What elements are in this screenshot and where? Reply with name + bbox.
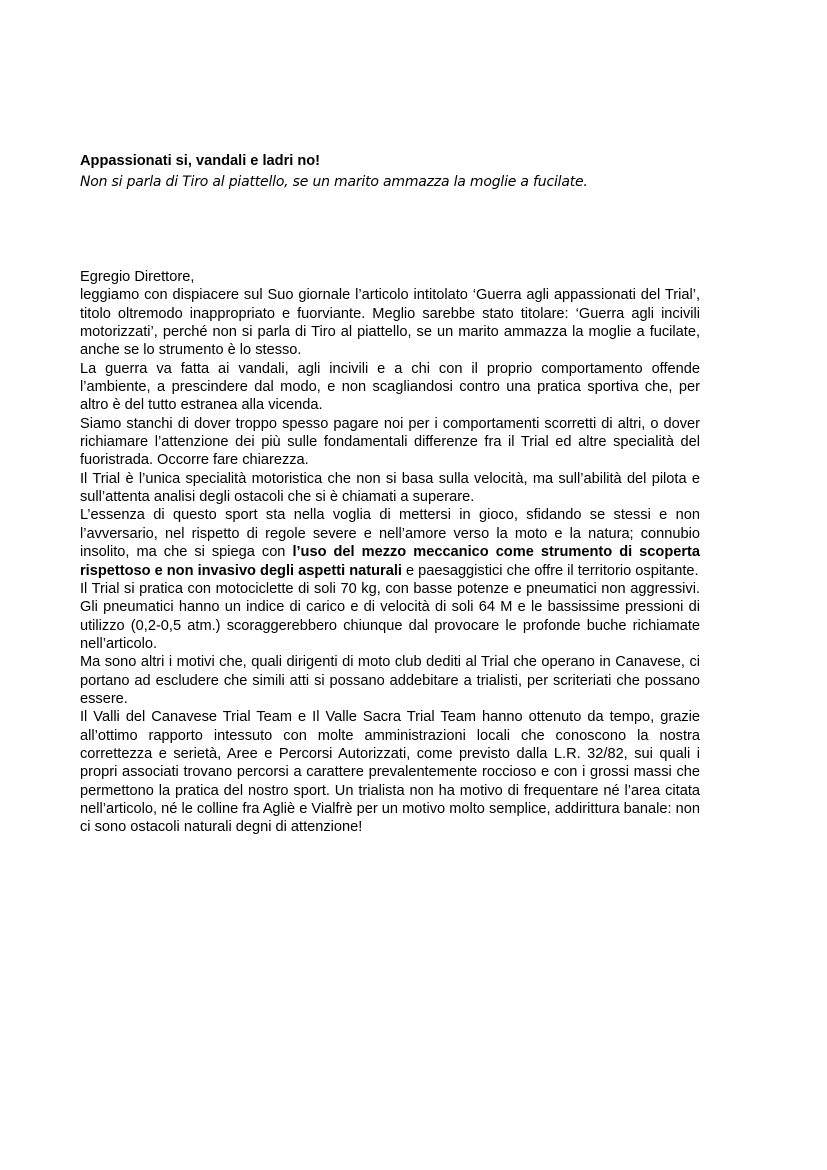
paragraph-5 — [80, 506, 700, 579]
paragraph-4: Il Trial è l’unica specialità motoristica che non si basa sulla velocità, ma sull’abilità del pilota e sull’attenta analisi degli ostacoli che si è chiamati a superare. — [80, 470, 700, 506]
paragraph-3: Siamo stanchi di dover troppo spesso pagare noi per i comportamenti scorretti di altri, o dover richiamare l’attenzione dei più sulle fondamentali differenze fra il Trial ed altre specialità del fuoristrada. Occorre fare chiarezza. — [80, 415, 700, 469]
salutation: Egregio Direttore, — [80, 269, 195, 285]
article-subtitle: Non si parla di Tiro al piattello, se un marito ammazza la moglie a fucilate. — [80, 174, 588, 190]
paragraph-5-start: L’essenza di questo sport sta nella voglia di mettersi in gioco, sfidando se stessi e non l’avversario, nel rispetto di regole severe e nell’amore verso la moto e la natura; connubio insolito, ma che si spiega con — [80, 507, 700, 561]
paragraph-8: Il Valli del Canavese Trial Team e Il Valle Sacra Trial Team hanno ottenuto da tempo, grazie all’ottimo rapporto intessuto con molte amministrazioni locali che conoscono la nostra correttezza e serietà, Aree e Percorsi Autorizzati, come previsto dalla L.R. 32/82, sui quali i propri associati trovano percorsi a carattere prevalentemente roccioso e con i grossi massi che permettono la pratica del nostro sport. Un trialista non ha motivo di frequentare né l’area citata nell’articolo, né le colline fra Agliè e Vialfrè per un motivo molto semplice, addirittura banale: non ci sono ostacoli naturali degni di attenzione! — [80, 709, 700, 836]
paragraph-5-bold: l’uso del mezzo meccanico come strumento di scoperta rispettoso e non invasivo degli aspetti naturali — [80, 544, 701, 579]
title-block — [80, 151, 760, 193]
paragraph-1: leggiamo con dispiacere sul Suo giornale l’articolo intitolato ‘Guerra agli appassionati del Trial’, titolo oltremodo inappropriato e fuorviante. Meglio sarebbe stato titolare: ‘Guerra agli incivili motorizzati’, perché non si parla di Tiro al piattello, se un marito ammazza la moglie a fucilate, anche se lo strumento è lo stesso. — [80, 287, 700, 359]
letter-body — [80, 268, 700, 837]
paragraph-6: Il Trial si pratica con motociclette di soli 70 kg, con basse potenze e pneumatici non aggressivi. Gli pneumatici hanno un indice di carico e di velocità di soli 64 M e le bassissime pressioni di utilizzo (0,2-0,5 atm.) scoraggerebbero chiunque dal provocare le profonde buche richiamate nell’articolo. — [80, 580, 700, 652]
article-title: Appassionati si, vandali e ladri no! — [80, 153, 321, 169]
paragraph-5-end: e paesaggistici che offre il territorio ospitante. — [401, 562, 699, 579]
paragraph-7: Ma sono altri i motivi che, quali dirigenti di moto club dediti al Trial che operano in Canavese, ci portano ad escludere che simili atti si possano addebitare a trialisti, per scriteriati che possano essere. — [80, 654, 700, 707]
paragraph-2: La guerra va fatta ai vandali, agli incivili e a chi con il proprio comportamento offende l’ambiente, a prescindere dal modo, e non scagliandosi contro una pratica sportiva che, per altro è del tutto estranea alla vicenda. — [80, 360, 700, 414]
